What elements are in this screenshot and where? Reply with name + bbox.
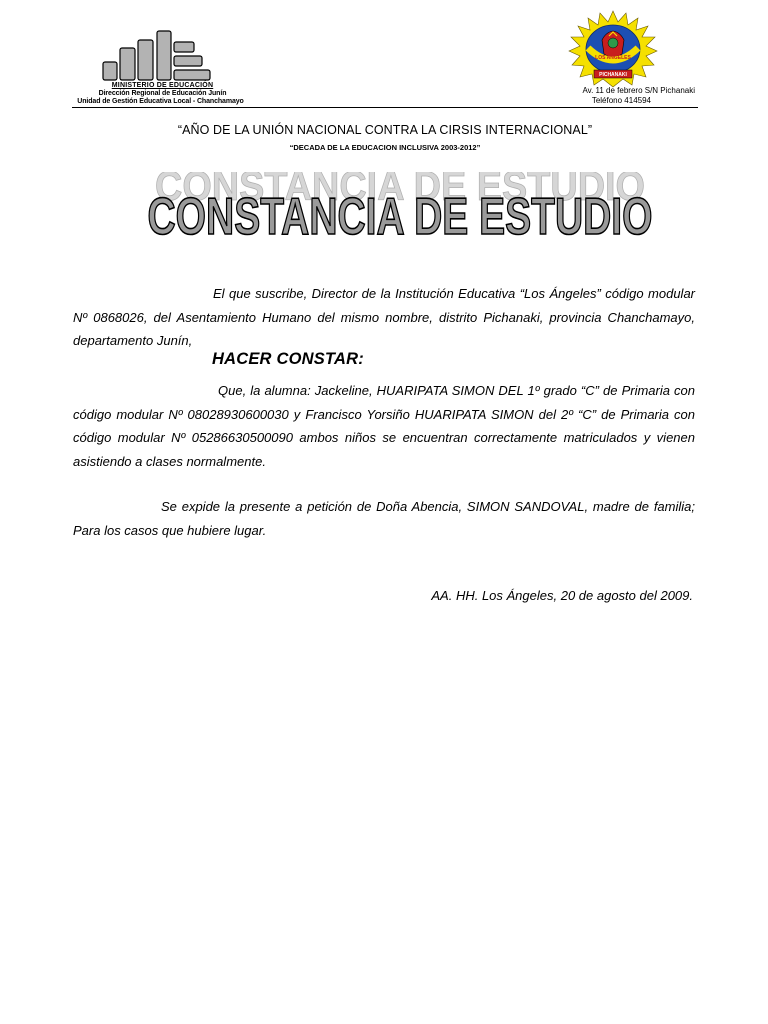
ministry-logo: [100, 30, 212, 82]
ministry-line-3: Unidad de Gestión Educativa Local - Chanchamayo: [77, 98, 244, 105]
ministry-name: [70, 82, 255, 106]
place-date: AA. HH. Los Ángeles, 20 de agosto del 2009.: [431, 588, 693, 603]
declaration-heading: HACER CONSTAR:: [212, 350, 364, 368]
crest-ribbon-text: LOS ANGELES: [595, 55, 631, 61]
statement-paragraph: [73, 379, 695, 473]
request-paragraph: [73, 495, 695, 542]
address-street: Av. 11 de febrero S/N Pichanaki: [582, 86, 695, 95]
request-text: Se expide la presente a petición de Doña Abencia, SIMON SANDOVAL, madre de familia; Para los casos que hubiere lugar.: [73, 499, 695, 538]
year-motto: “AÑO DE LA UNIÓN NACIONAL CONTRA LA CIRSIS INTERNACIONAL”: [177, 123, 593, 137]
intro-text: El que suscribe, Director de la Institución Educativa “Los Ángeles” código modular Nº 0868026, del Asentamiento Humano del mismo nombre, distrito Pichanaki, provincia Chanchamayo, departamento Junín,: [73, 286, 695, 348]
intro-paragraph: [73, 282, 695, 353]
decade-motto: “DECADA DE LA EDUCACION INCLUSIVA 2003-2012”: [289, 143, 481, 152]
statement-text: Que, la alumna: Jackeline, HUARIPATA SIMON DEL 1º grado “C” de Primaria con código modular Nº 08028930600030 y Francisco Yorsiño HUARIPATA SIMON del 2º “C” de Primaria con código modular Nº 05286630500090 ambos niños se encuentran correctamente matriculados y vienen asistiendo a clases normalmente.: [73, 383, 695, 469]
crest-banner-text: PICHANAKI: [599, 72, 627, 79]
ministry-line-1: MINISTERIO DE EDUCACIÓN: [111, 82, 214, 89]
address-phone: Teléfono 414594: [591, 96, 651, 105]
document-title: [120, 172, 680, 244]
title-shadow: CONSTANCIA DE ESTUDIO: [155, 172, 645, 209]
school-crest-icon: [568, 10, 658, 88]
ministry-line-2: Dirección Regional de Educación Junín: [98, 90, 227, 97]
title-text: CONSTANCIA DE ESTUDIO: [147, 188, 653, 244]
header-divider: [72, 107, 698, 108]
school-address: [520, 86, 695, 106]
